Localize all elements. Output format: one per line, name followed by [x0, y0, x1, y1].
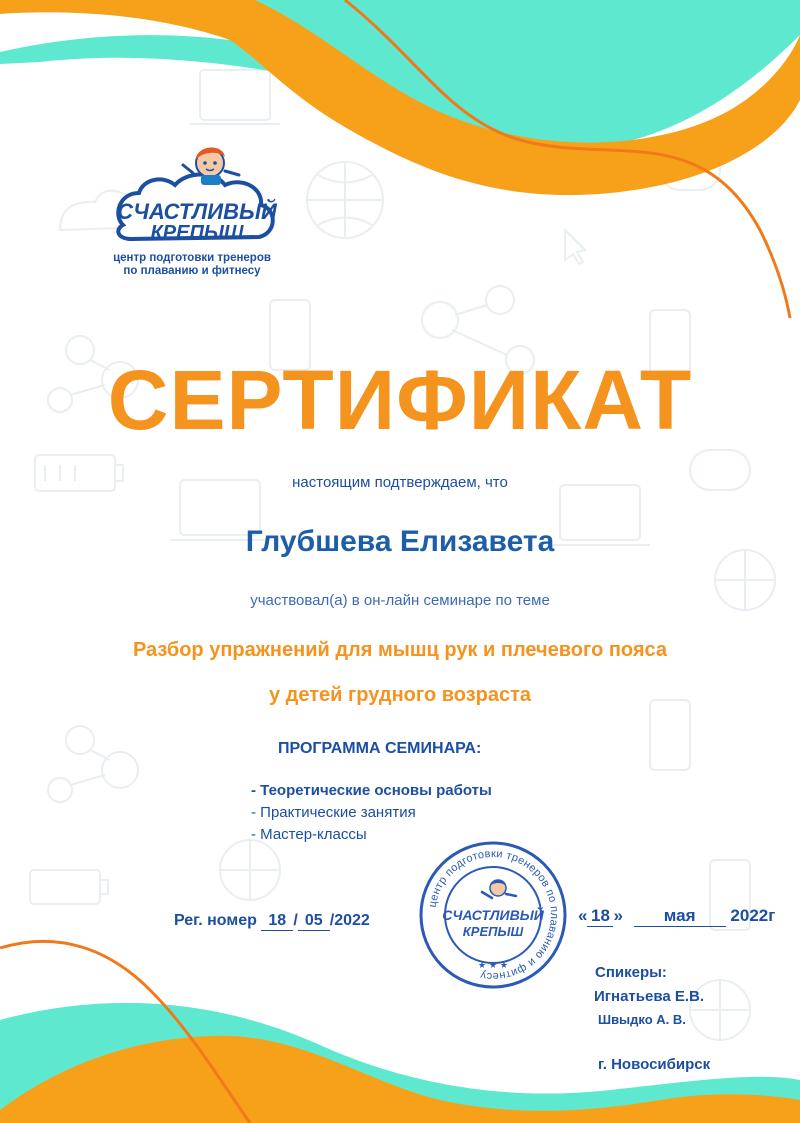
- issue-date: [578, 906, 775, 927]
- logo-caption: [112, 252, 272, 278]
- date-close-quote: »: [613, 906, 623, 925]
- program-item: - Мастер-классы: [251, 826, 367, 843]
- registration-number: Рег. номер 18 / 05 /2022: [174, 912, 370, 929]
- stamp-ring-text: центр подготовки тренеров по плаванию и фитнесу: [426, 847, 561, 983]
- date-month: мая: [634, 906, 726, 927]
- speakers-label: Спикеры:: [595, 964, 667, 981]
- program-item: - Практические занятия: [251, 804, 416, 821]
- logo-caption-line2: по плаванию и фитнесу: [123, 265, 261, 277]
- recipient-name: Глубшева Елизавета: [245, 525, 555, 558]
- speaker-name: Швыдко А. В.: [598, 1012, 686, 1027]
- date-day: 18: [587, 906, 613, 927]
- registration-day: 18: [261, 912, 293, 931]
- official-stamp: [418, 840, 568, 990]
- registration-label: Рег. номер: [174, 912, 257, 929]
- certificate-title: СЕРТИФИКАТ: [107, 353, 693, 447]
- logo-line2: КРЕПЫШ: [150, 222, 244, 244]
- stamp-stars: ★ ★ ★: [478, 961, 508, 971]
- program-title: ПРОГРАММА СЕМИНАРА:: [278, 740, 482, 757]
- program-list: [251, 780, 492, 846]
- stamp-line2: КРЕПЫШ: [462, 924, 524, 939]
- logo-line1: СЧАСТЛИВЫЙ: [117, 199, 277, 224]
- participation-text: участвовал(а) в он-лайн семинаре по теме: [250, 592, 550, 609]
- registration-month: 05: [298, 912, 330, 931]
- speaker-name: Игнатьева Е.В.: [594, 988, 705, 1005]
- stamp-line1: СЧАСТЛИВЫЙ: [442, 907, 544, 923]
- seminar-topic-line2: у детей грудного возраста: [268, 684, 532, 706]
- city: г. Новосибирск: [598, 1056, 711, 1073]
- date-year: 2022г: [730, 906, 776, 925]
- program-item: - Теоретические основы работы: [251, 782, 492, 799]
- registration-year: /2022: [329, 912, 370, 929]
- date-open-quote: «: [578, 906, 588, 925]
- confirmation-text: настоящим подтверждаем, что: [292, 474, 508, 491]
- seminar-topic-line1: Разбор упражнений для мышц рук и плечевого пояса: [132, 639, 668, 661]
- logo-caption-line1: центр подготовки тренеров: [113, 252, 271, 264]
